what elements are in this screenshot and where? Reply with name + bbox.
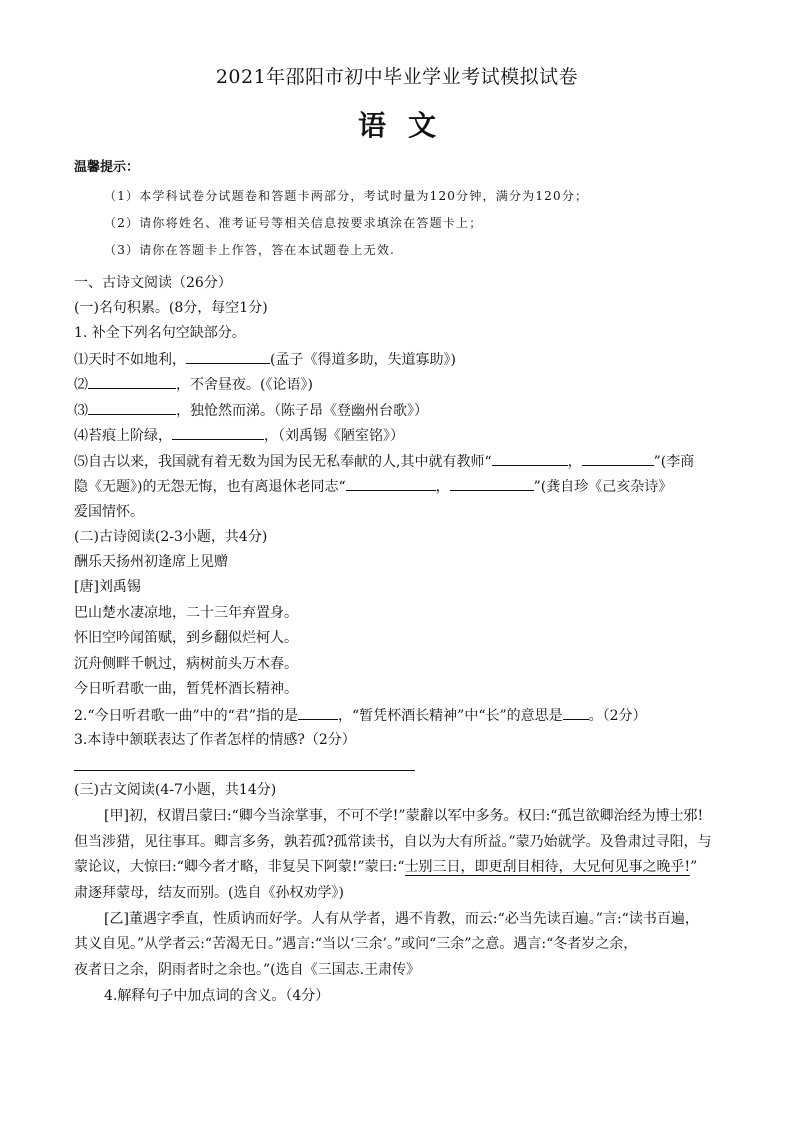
tip-item-3: （3）请你在答题卡上作答，答在本试题卷上无效. [104,243,396,257]
passage-a-line-1: [甲]初，权谓吕蒙曰:“卿今当涂掌事，不可不学!”蒙辭以军中多务。权曰:“孤岂欲卿治经为博士邪! [104,808,704,824]
passage-b-line-3: 夜者日之余，阴雨者时之余也。”(选自《三国志.王肃传》 [74,962,421,978]
q3: 3.本诗中颔联表达了作者怎样的情感?（2分） [74,732,356,748]
q4: 4.解释句子中加点词的含义。（4分） [104,988,330,1004]
q1-item-5-line3: 爱国情怀。 [74,504,144,520]
q1-item-3 [74,400,428,421]
q1-item-5-line2-pre: 隐《无题》)的无怨无悔，也有离退休老同志“ [74,479,346,495]
q2-mid: ，“暂凭杯酒长精神”中“长”的意思是 [338,708,563,724]
part2-title: (二)古诗阅读(2-3小题，共4分) [74,529,268,545]
q1-item-5-line2 [74,476,672,497]
q1-item-3-post: ，独怆然而涕。（陈子昂《登幽州台歌》） [176,403,428,419]
comma: ， [567,454,582,470]
poem-author: [唐]刘禹锡 [74,579,141,595]
q1-item-1-pre: ⑴天时不如地利， [74,352,186,368]
q1-prompt: 1. 补全下列名句空缺部分。 [74,325,246,341]
passage-a-line-3 [74,857,697,877]
q1-item-2-post: ，不舍昼夜。(《论语》) [176,377,313,393]
q1-item-4 [74,425,404,446]
answer-blank[interactable] [88,374,176,389]
answer-blank[interactable] [492,451,568,466]
passage-b-line-2: 其义自见。”从学者云:“苦渴无日。”遇言:“当以‘三余’。”或问“三余”之意。遇言:“冬者岁之余， [74,936,638,952]
poem-line-1: 巴山楚水凄凉地，二十三年弃置身。 [74,605,298,621]
poem-line-4: 今日听君歌一曲，暂凭杯酒长精神。 [74,681,298,697]
q1-item-4-pre: ⑷苔痕上阶绿， [74,428,172,444]
comma: ， [435,479,450,495]
passage-a-line-3-pre: 蒙论议，大惊曰:“卿今者才略，非复吴下阿蒙!”蒙曰:“ [74,859,405,875]
poem-line-2: 怀旧空吟闻笛赋，到乡翻似烂柯人。 [74,630,298,646]
poem-title: 酬乐天扬州初逢席上见赠 [74,554,228,570]
q1-item-5-line1 [74,451,694,472]
q2-post: 。（2分） [588,708,647,724]
q1-item-2-pre: ⑵ [74,377,88,393]
q1-item-5-pre: ⑸自古以来，我国就有着无数为国为民无私奉献的人,其中就有教师“ [74,454,492,470]
answer-blank[interactable] [172,425,264,440]
q1-item-1-post: (孟子《得道多助，失道寡助》) [270,352,456,368]
passage-a-line-4: 肃逐拜蒙母，结友而别。(选自《孙权劝学》) [74,885,344,901]
q1-item-1 [74,349,456,370]
answer-blank[interactable] [450,476,534,491]
poem-line-3: 沉舟侧畔千帆过，病树前头万木春。 [74,656,298,672]
passage-b-line-1: [乙]董遇字季直，性质讷而好学。人有从学者，遇不肯教，而云:“必当先读百遍。”言:“读书百遍， [104,911,699,927]
passage-a-line-2: 但当涉猎，见往事耳。卿言多务，孰若孤?孤常读书，自以为大有所益。”蒙乃始就学。及鲁肃过寻阳，与 [74,834,712,850]
answer-blank[interactable] [88,400,176,415]
answer-blank[interactable] [298,705,338,720]
answer-blank[interactable] [346,476,436,491]
q2-pre: 2.“今日听君歌一曲”中的“君”指的是 [74,708,298,724]
q2 [74,705,647,726]
section1-title: 一、古诗文阅读（26分） [74,275,232,291]
answer-line[interactable] [74,770,415,771]
exam-title: 2021年邵阳市初中毕业学业考试模拟试卷 [215,66,579,88]
answer-blank[interactable] [563,705,589,720]
answer-blank[interactable] [582,451,654,466]
subject-heading: 语文 [357,109,458,142]
tips-heading: 温馨提示： [74,160,140,175]
tip-item-2: （2）请你将姓名、准考证号等相关信息按要求填涂在答题卡上； [104,216,483,230]
q1-item-3-pre: ⑶ [74,403,88,419]
answer-blank[interactable] [186,349,270,364]
q1-item-2 [74,374,313,395]
tip-item-1: （1）本学科试卷分试题卷和答题卡两部分，考试时量为120分钟，满分为120分； [104,189,589,203]
part3-title: (三)古文阅读(4-7小题，共14分) [74,782,277,798]
q1-item-5-post: ”(李商 [653,454,695,470]
passage-a-line-3-post: ” [690,859,698,875]
part1-title: (一)名句积累。(8分，每空1分) [74,300,268,316]
underlined-sentence: 士别三日，即更刮目相待，大兄何见事之晚乎! [404,859,691,875]
q1-item-5-line2-post: ”(龚自珍《己亥杂诗》 [533,479,673,495]
q1-item-4-post: ，（刘禹锡《陋室铭》） [264,428,404,444]
